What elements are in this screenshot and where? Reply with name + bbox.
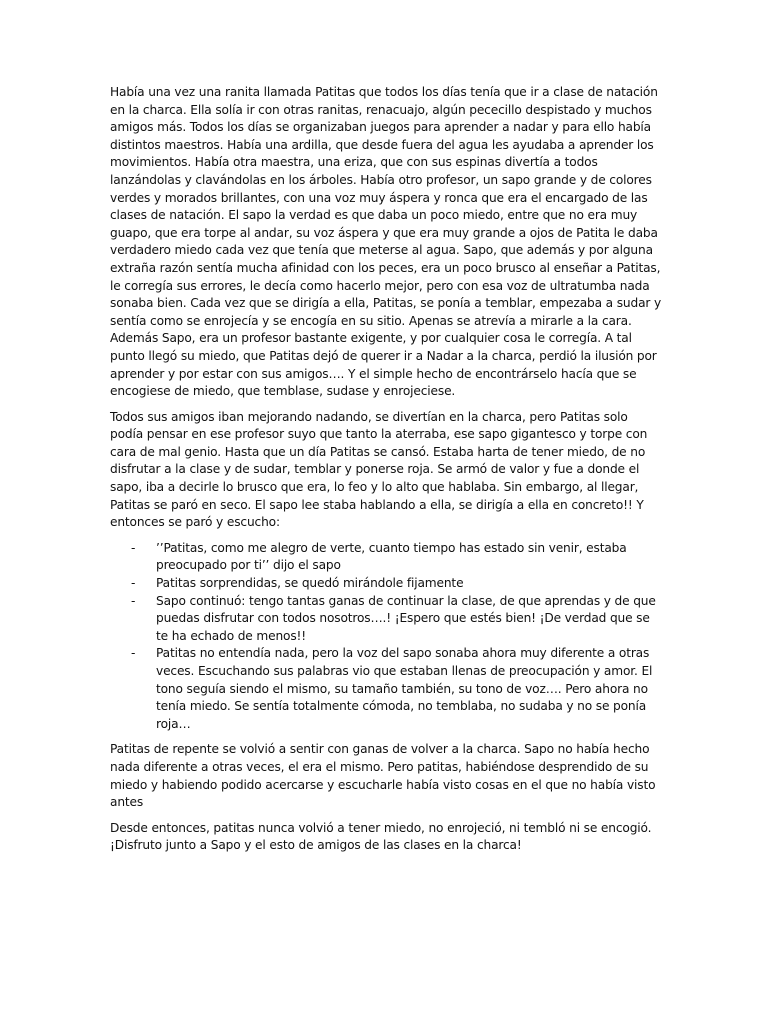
list-item [110,575,664,593]
bullet-dash: - [131,646,136,661]
list-item-text: Sapo continuó: tengo tantas ganas de continuar la clase, de que aprendas y de que puedas disfrutar con todos nosotros….! ¡Espero que estés bien! ¡De verdad que se te ha echado de menos!! [156,593,656,643]
list-item-text: Patitas no entendía nada, pero la voz del sapo sonaba ahora muy diferente a otras veces. Escuchando sus palabras vio que estaban llenas de preocupación y amor. El tono seguía siendo el mismo, su tamaño también, su tono de voz…. Pero ahora no tenía miedo. Se sentía totalmente cómoda, no temblaba, no sudaba y no se ponía roja… [156,646,653,731]
paragraph-ending: Desde entonces, patitas nunca volvió a tener miedo, no enrojeció, ni tembló ni se encogió. ¡Disfruto junto a Sapo y el esto de amigos de las clases en la charca! [110,820,652,853]
bullet-dash: - [131,593,136,608]
list-item [110,645,664,733]
list-item-text: Patitas sorprendidas, se quedó mirándole fijamente [156,576,464,591]
bullet-dash: - [131,576,136,591]
list-item-text: ’’Patitas, como me alegro de verte, cuanto tiempo has estado sin venir, estaba preocupado por ti’’ dijo el sapo [156,540,627,573]
paragraph-return: Patitas de repente se volvió a sentir con ganas de volver a la charca. Sapo no había hecho nada diferente a otras veces, el era el mismo. Pero patitas, habiéndose desprendido de su miedo y habiendo podido acercarse y escucharle había visto cosas en el que no había visto antes [110,742,656,810]
bullet-dash: - [131,540,136,555]
list-item [110,540,664,575]
paragraph-friends: Todos sus amigos iban mejorando nadando, se divertían en la charca, pero Patitas solo podía pensar en ese profesor suyo que tanto la aterraba, ese sapo gigantesco y torpe con cara de mal genio. Hasta que un día Patitas se cansó. Estaba harta de tener miedo, de no disfrutar a la clase y de sudar, temblar y ponerse roja. Se armó de valor y fue a donde el sapo, iba a decirle lo brusco que era, lo feo y lo alto que hablaba. Sin embargo, al llegar, Patitas se paró en seco. El sapo lee staba hablando a ella, se dirigía a ella en concreto!! Y entonces se paró y escucho: [110,409,648,530]
list-item [110,593,664,646]
document-page [110,84,664,863]
dialogue-list [110,540,664,734]
paragraph-intro: Había una vez una ranita llamada Patitas que todos los días tenía que ir a clase de natación en la charca. Ella solía ir con otras ranitas, renacuajo, algún pececillo despistado y muchos amigos más. Todos los días se organizaban juegos para aprender a nadar y para ello había distintos maestros. Había una ardilla, que desde fuera del agua les ayudaba a aprender los movimientos. Había otra maestra, una eriza, que con sus espinas divertía a todos lanzándolas y clavándolas en los árboles. Había otro profesor, un sapo grande y de colores verdes y morados brillantes, con una voz muy áspera y ronca que era el encargado de las clases de natación. El sapo la verdad es que daba un poco miedo, entre que no era muy guapo, que era torpe al andar, su voz áspera y que era muy grande a ojos de Patita le daba verdadero miedo cada vez que tenía que meterse al agua. Sapo, que además y por alguna extraña razón sentía mucha afinidad con los peces, era un poco brusco al enseñar a Patitas, le corregía sus errores, le decía como hacerlo mejor, pero con esa voz de ultratumba nada sonaba bien. Cada vez que se dirigía a ella, Patitas, se ponía a temblar, empezaba a sudar y sentía como se enrojecía y se encogía en su sitio. Apenas se atrevía a mirarle a la cara. Además Sapo, era un profesor bastante exigente, y por cualquier cosa le corregía. A tal punto llegó su miedo, que Patitas dejó de querer ir a Nadar a la charca, perdió la ilusión por aprender y por estar con sus amigos…. Y el simple hecho de encontrárselo hacía que se encogiese de miedo, que temblase, sudase y enrojeciese. [110,85,662,399]
